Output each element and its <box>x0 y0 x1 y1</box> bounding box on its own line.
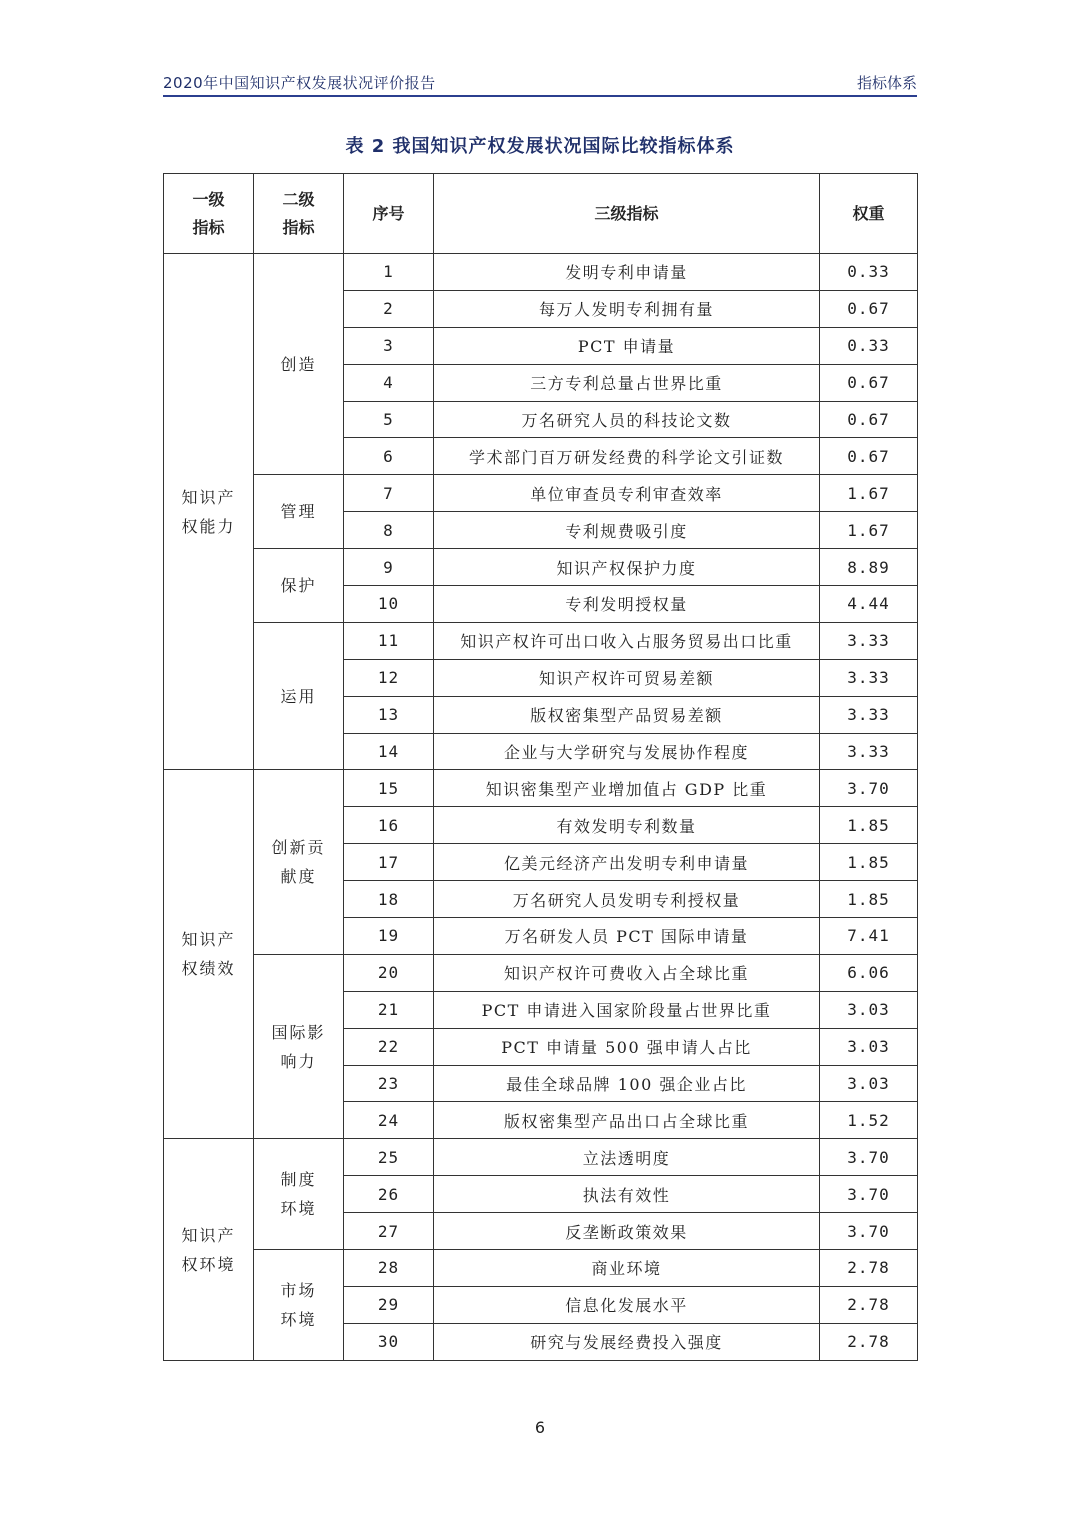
level2-indicator-cell: 运用 <box>254 622 344 770</box>
level2-indicator-cell: 国际影 响力 <box>254 954 344 1138</box>
level3-indicator-cell: 万名研究人员的科技论文数 <box>434 401 820 438</box>
sequence-number-cell: 19 <box>344 918 434 955</box>
level3-indicator-cell: 万名研究人员发明专利授权量 <box>434 881 820 918</box>
weight-cell: 0.67 <box>820 364 918 401</box>
level3-indicator-cell: 知识产权许可贸易差额 <box>434 659 820 696</box>
level3-indicator-cell: 版权密集型产品出口占全球比重 <box>434 1102 820 1139</box>
column-header-text: 序号 <box>372 203 405 223</box>
column-header-text: 一级 指标 <box>192 189 225 237</box>
level3-indicator-cell: 版权密集型产品贸易差额 <box>434 696 820 733</box>
sequence-number-cell: 10 <box>344 586 434 623</box>
sequence-number-cell: 17 <box>344 844 434 881</box>
weight-cell: 7.41 <box>820 918 918 955</box>
column-header-number <box>344 174 434 254</box>
sequence-number-cell: 15 <box>344 770 434 807</box>
level3-indicator-cell: 反垄断政策效果 <box>434 1213 820 1250</box>
table-row <box>164 770 918 807</box>
level3-indicator-cell: 有效发明专利数量 <box>434 807 820 844</box>
sequence-number-cell: 4 <box>344 364 434 401</box>
column-header-text: 三级指标 <box>594 203 659 223</box>
sequence-number-cell: 13 <box>344 696 434 733</box>
weight-cell: 3.03 <box>820 1065 918 1102</box>
report-title: 2020年中国知识产权发展状况评价报告 <box>163 74 436 92</box>
weight-cell: 0.33 <box>820 327 918 364</box>
level2-indicator-cell: 保护 <box>254 549 344 623</box>
level3-indicator-cell: 单位审查员专利审查效率 <box>434 475 820 512</box>
level3-indicator-cell: PCT 申请量 500 强申请人占比 <box>434 1028 820 1065</box>
weight-cell: 0.67 <box>820 401 918 438</box>
weight-cell: 3.33 <box>820 696 918 733</box>
table-row <box>164 1139 918 1176</box>
level3-indicator-cell: 执法有效性 <box>434 1176 820 1213</box>
sequence-number-cell: 5 <box>344 401 434 438</box>
weight-cell: 1.85 <box>820 881 918 918</box>
weight-cell: 3.70 <box>820 1213 918 1250</box>
table-row <box>164 475 918 512</box>
weight-cell: 0.67 <box>820 438 918 475</box>
sequence-number-cell: 30 <box>344 1323 434 1360</box>
level3-indicator-cell: 学术部门百万研发经费的科学论文引证数 <box>434 438 820 475</box>
level3-indicator-cell: 万名研发人员 PCT 国际申请量 <box>434 918 820 955</box>
sequence-number-cell: 6 <box>344 438 434 475</box>
table-row <box>164 549 918 586</box>
level2-indicator-cell: 创造 <box>254 254 344 475</box>
level2-indicator-cell: 管理 <box>254 475 344 549</box>
level3-indicator-cell: 研究与发展经费投入强度 <box>434 1323 820 1360</box>
weight-cell: 1.67 <box>820 512 918 549</box>
weight-cell: 4.44 <box>820 586 918 623</box>
level3-indicator-cell: 立法透明度 <box>434 1139 820 1176</box>
weight-cell: 0.67 <box>820 290 918 327</box>
level3-indicator-cell: 发明专利申请量 <box>434 254 820 291</box>
table-row <box>164 954 918 991</box>
weight-cell: 1.85 <box>820 807 918 844</box>
sequence-number-cell: 7 <box>344 475 434 512</box>
table-body <box>164 254 918 1361</box>
level3-indicator-cell: 亿美元经济产出发明专利申请量 <box>434 844 820 881</box>
column-header-level2 <box>254 174 344 254</box>
level3-indicator-cell: 每万人发明专利拥有量 <box>434 290 820 327</box>
sequence-number-cell: 23 <box>344 1065 434 1102</box>
page-number: 6 <box>534 1418 546 1437</box>
level3-indicator-cell: 知识产权许可费收入占全球比重 <box>434 954 820 991</box>
sequence-number-cell: 18 <box>344 881 434 918</box>
table-header-row <box>164 174 918 254</box>
sequence-number-cell: 1 <box>344 254 434 291</box>
level3-indicator-cell: 三方专利总量占世界比重 <box>434 364 820 401</box>
level3-indicator-cell: 专利规费吸引度 <box>434 512 820 549</box>
level3-indicator-cell: PCT 申请进入国家阶段量占世界比重 <box>434 991 820 1028</box>
sequence-number-cell: 2 <box>344 290 434 327</box>
column-header-text: 二级 指标 <box>282 189 315 237</box>
table-row <box>164 254 918 291</box>
sequence-number-cell: 11 <box>344 622 434 659</box>
section-label: 指标体系 <box>856 74 917 92</box>
sequence-number-cell: 12 <box>344 659 434 696</box>
table-row <box>164 622 918 659</box>
indicator-table <box>163 173 918 1361</box>
level3-indicator-cell: 最佳全球品牌 100 强企业占比 <box>434 1065 820 1102</box>
sequence-number-cell: 14 <box>344 733 434 770</box>
weight-cell: 6.06 <box>820 954 918 991</box>
sequence-number-cell: 22 <box>344 1028 434 1065</box>
weight-cell: 3.70 <box>820 1176 918 1213</box>
sequence-number-cell: 9 <box>344 549 434 586</box>
page-header <box>163 70 917 96</box>
weight-cell: 8.89 <box>820 549 918 586</box>
level3-indicator-cell: 信息化发展水平 <box>434 1286 820 1323</box>
weight-cell: 3.33 <box>820 733 918 770</box>
sequence-number-cell: 21 <box>344 991 434 1028</box>
level2-indicator-cell: 创新贡 献度 <box>254 770 344 954</box>
sequence-number-cell: 24 <box>344 1102 434 1139</box>
weight-cell: 2.78 <box>820 1323 918 1360</box>
level3-indicator-cell: 知识产权许可出口收入占服务贸易出口比重 <box>434 622 820 659</box>
weight-cell: 3.03 <box>820 991 918 1028</box>
column-header-level3 <box>434 174 820 254</box>
sequence-number-cell: 26 <box>344 1176 434 1213</box>
level3-indicator-cell: 专利发明授权量 <box>434 586 820 623</box>
level2-indicator-cell: 制度 环境 <box>254 1139 344 1250</box>
level3-indicator-cell: 知识产权保护力度 <box>434 549 820 586</box>
header-divider <box>163 95 917 97</box>
sequence-number-cell: 25 <box>344 1139 434 1176</box>
level3-indicator-cell: PCT 申请量 <box>434 327 820 364</box>
column-header-text: 权重 <box>852 203 885 223</box>
column-header-weight <box>820 174 918 254</box>
sequence-number-cell: 8 <box>344 512 434 549</box>
weight-cell: 1.52 <box>820 1102 918 1139</box>
level1-indicator-cell: 知识产 权能力 <box>164 254 254 770</box>
sequence-number-cell: 3 <box>344 327 434 364</box>
weight-cell: 1.67 <box>820 475 918 512</box>
level1-indicator-cell: 知识产 权环境 <box>164 1139 254 1360</box>
level2-indicator-cell: 市场 环境 <box>254 1250 344 1361</box>
weight-cell: 3.03 <box>820 1028 918 1065</box>
sequence-number-cell: 29 <box>344 1286 434 1323</box>
sequence-number-cell: 20 <box>344 954 434 991</box>
weight-cell: 2.78 <box>820 1250 918 1287</box>
weight-cell: 3.33 <box>820 659 918 696</box>
level3-indicator-cell: 商业环境 <box>434 1250 820 1287</box>
weight-cell: 0.33 <box>820 254 918 291</box>
weight-cell: 3.70 <box>820 770 918 807</box>
weight-cell: 3.70 <box>820 1139 918 1176</box>
level3-indicator-cell: 知识密集型产业增加值占 GDP 比重 <box>434 770 820 807</box>
sequence-number-cell: 28 <box>344 1250 434 1287</box>
weight-cell: 3.33 <box>820 622 918 659</box>
table-row <box>164 1250 918 1287</box>
column-header-level1 <box>164 174 254 254</box>
weight-cell: 2.78 <box>820 1286 918 1323</box>
table-caption: 表 2 我国知识产权发展状况国际比较指标体系 <box>345 136 735 157</box>
level1-indicator-cell: 知识产 权绩效 <box>164 770 254 1139</box>
weight-cell: 1.85 <box>820 844 918 881</box>
sequence-number-cell: 27 <box>344 1213 434 1250</box>
sequence-number-cell: 16 <box>344 807 434 844</box>
level3-indicator-cell: 企业与大学研究与发展协作程度 <box>434 733 820 770</box>
